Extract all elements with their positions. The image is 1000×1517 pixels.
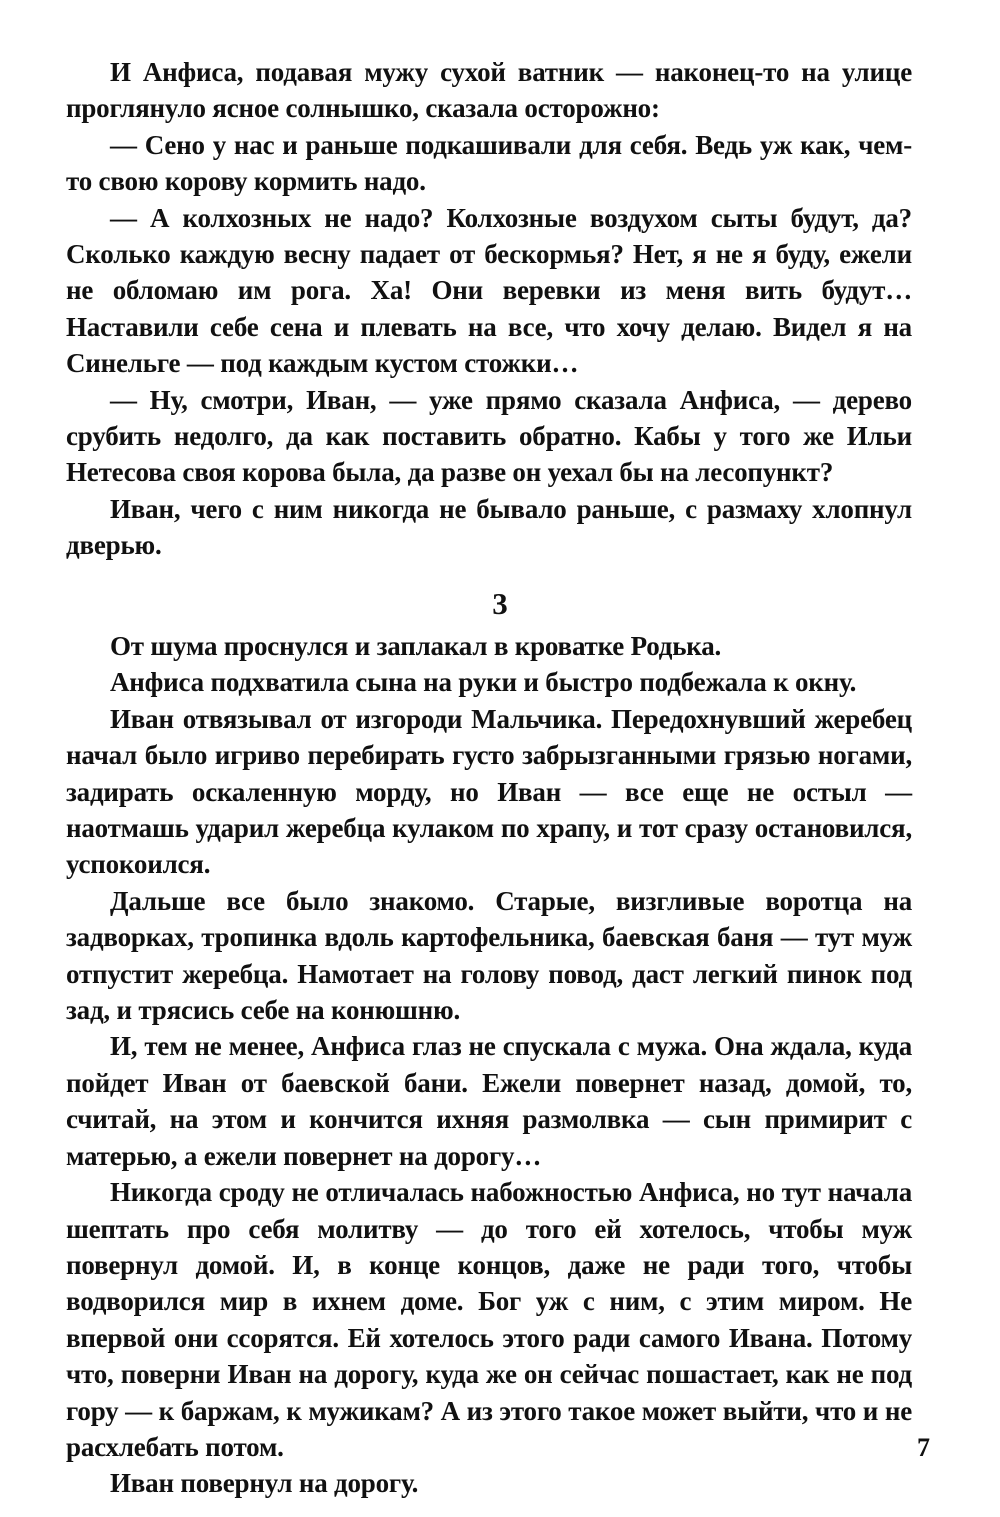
paragraph: — Сено у нас и раньше подкашивали для себя. Ведь уж как, чем-то свою корову кормить надо. (66, 129, 912, 197)
paragraph: — Ну, смотри, Иван, — уже прямо сказала Анфиса, — дерево срубить недолго, да как поставить обратно. Кабы у того же Ильи Нетесова своя корова была, да разве он уехал бы на лесопункт? (66, 384, 912, 488)
text-block-after-chapter (66, 628, 912, 1502)
paragraph: — А колхозных не надо? Колхозные воздухом сыты будут, да? Сколько каждую весну падает от бескормья? Нет, я не я буду, ежели не обломаю им рога. Ха! Они веревки из меня вить будут… Наставили себе сена и плевать на все, что хочу делаю. Видел я на Синельге — под каждым кустом стожки… (66, 202, 912, 379)
paragraph: Никогда сроду не отличалась набожностью Анфиса, но тут начала шептать про себя молитву — до того ей хотелось, чтобы муж повернул домой. И, в конце концов, даже не ради того, чтобы водворился мир в ихнем доме. Бог уж с ним, с этим миром. Не впервой они ссорятся. Ей хотелось этого ради самого Ивана. Потому что, поверни Иван на дорогу, куда же он сейчас пошастает, как не под гору — к баржам, к мужикам? А из этого такое может выйти, что и не расхлебать потом. (66, 1177, 912, 1462)
page-number: 7 (917, 1433, 930, 1462)
paragraph: Иван отвязывал от изгороди Мальчика. Передохнувший жеребец начал было игриво перебирать густо забрызганными грязью ногами, задирать оскаленную морду, но Иван — все еще не остыл — наотмашь ударил жеребца кулаком по храпу, и тот сразу остановился, успокоился. (66, 703, 912, 880)
paragraph: И, тем не менее, Анфиса глаз не спускала с мужа. Она ждала, куда пойдет Иван от баевской бани. Ежели повернет назад, домой, то, считай, на этом и кончится ихняя размолвка — сын примирит с матерью, а ежели повернет на дорогу… (66, 1031, 912, 1171)
paragraph: И Анфиса, подавая мужу сухой ватник — наконец-то на улице проглянуло ясное солнышко, сказала осторожно: (66, 57, 912, 124)
paragraph: Иван, чего с ним никогда не бывало раньше, с размаху хлопнул дверью. (66, 493, 912, 561)
paragraph: Дальше все было знакомо. Старые, визгливые воротца на задворках, тропинка вдоль картофельника, баевская баня — тут муж отпустит жеребца. Намотает на голову повод, даст легкий пинок под зад, и трясись себе на конюшню. (66, 885, 912, 1026)
paragraph: Иван повернул на дорогу. (110, 1468, 419, 1499)
chapter-number: 3 (492, 586, 508, 621)
text-block-before-chapter (66, 54, 912, 564)
paragraph: От шума проснулся и заплакал в кроватке Родька. (110, 631, 722, 661)
paragraph: Анфиса подхватила сына на руки и быстро подбежала к окну. (110, 667, 857, 698)
